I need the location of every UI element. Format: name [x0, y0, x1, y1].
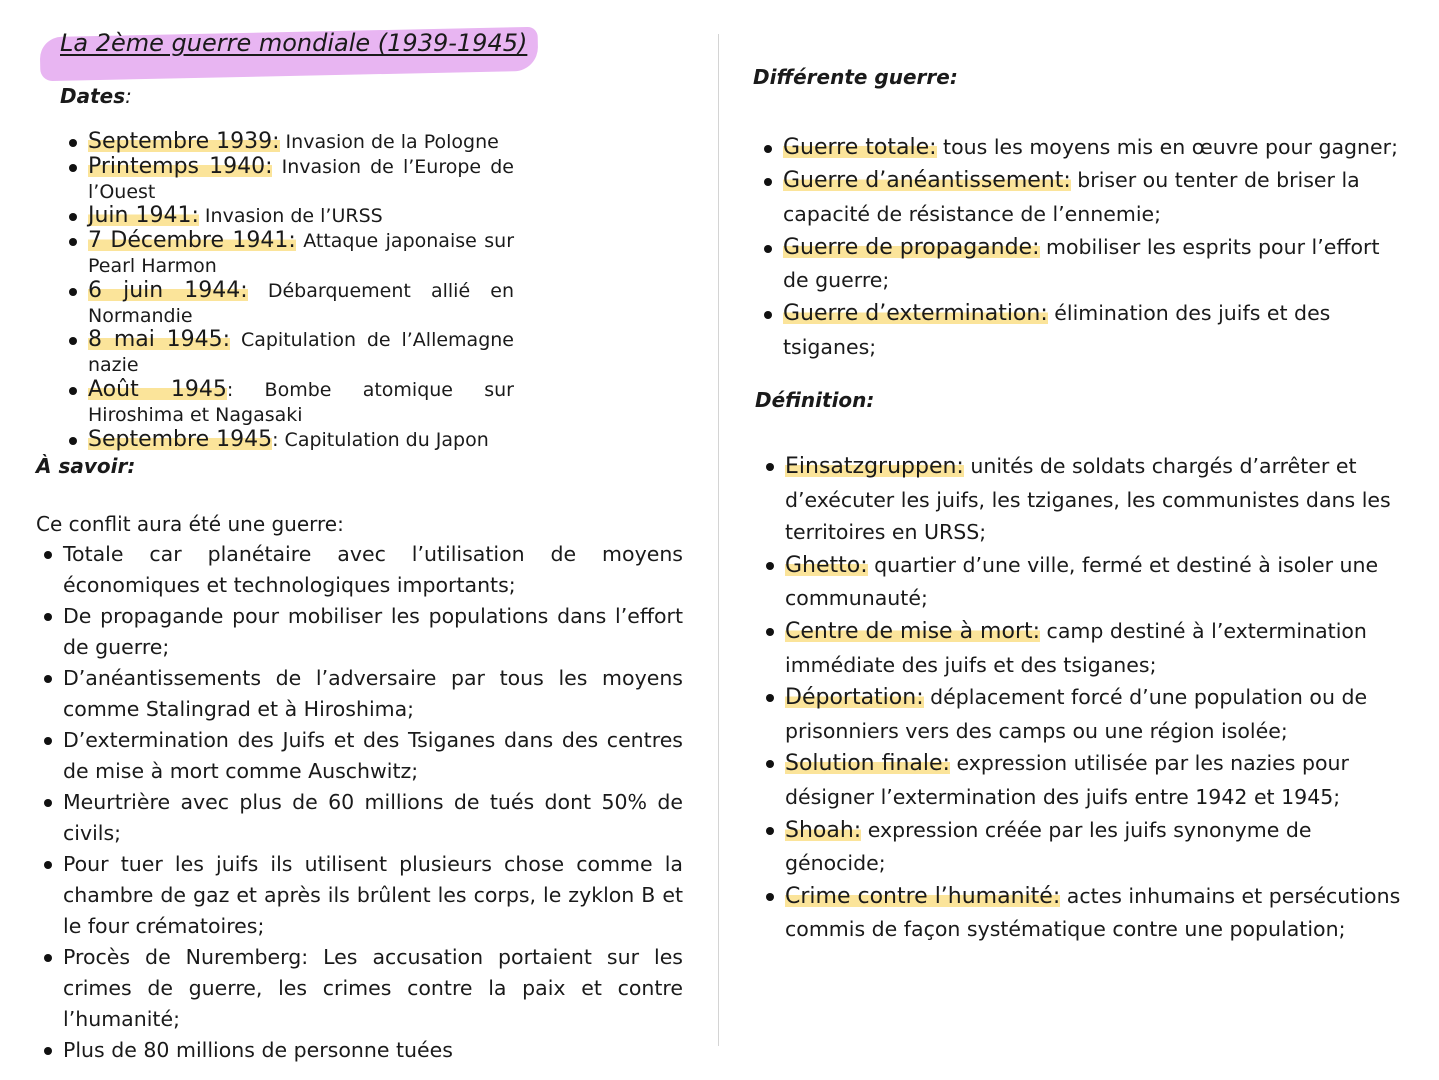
- definition-text: actes inhumains et persécutions commis de façon systématique contre une population;: [785, 883, 1401, 942]
- guerre-text: mobiliser les esprits pour l’effort de guerre;: [783, 234, 1380, 293]
- title-block: [40, 24, 527, 62]
- dates-heading-text: Dates: [60, 84, 126, 108]
- date-term: 8 mai 1945:: [88, 327, 231, 353]
- list-item: [785, 747, 1410, 813]
- definition-term: Centre de mise à mort:: [785, 618, 1041, 644]
- a-savoir-list: [63, 539, 683, 1066]
- definition-heading: Définition:: [755, 388, 875, 412]
- date-text: Invasion de l’Europe de l’Ouest: [88, 155, 514, 203]
- dates-heading-colon: :: [125, 84, 132, 108]
- date-text: Attaque japonaise sur Pearl Harmon: [88, 230, 515, 277]
- list-item: [785, 615, 1410, 681]
- guerre-types-list: [783, 131, 1408, 364]
- date-text: Capitulation de l’Allemagne nazie: [88, 329, 514, 377]
- definition-term: Ghetto:: [785, 552, 868, 578]
- list-item: [88, 204, 514, 229]
- list-item: [88, 378, 514, 428]
- date-term: 6 juin 1944:: [88, 277, 248, 303]
- guerre-text: briser ou tenter de briser la capacité de résistance de l’ennemie;: [783, 168, 1360, 226]
- list-item: [783, 231, 1408, 298]
- list-item: [88, 229, 514, 279]
- date-term: Septembre 1945: [88, 426, 273, 452]
- date-text: Invasion de la Pologne: [279, 131, 499, 153]
- date-text: Invasion de l’URSS: [198, 205, 383, 228]
- dates-heading: [60, 84, 132, 108]
- definition-term: Einsatzgruppen:: [785, 454, 964, 479]
- list-item: [785, 814, 1410, 880]
- list-item: [785, 549, 1410, 615]
- list-item: Pour tuer les juifs ils utilisent plusieurs chose comme la chambre de gaz et après ils brûlent les corps, le zyklon B et le four crématoires;: [63, 849, 683, 942]
- date-term: 7 Décembre 1941:: [88, 228, 296, 254]
- date-text: : Capitulation du Japon: [272, 428, 489, 451]
- definition-text: camp destiné à l’extermination immédiate des juifs et des tsiganes;: [785, 618, 1367, 677]
- a-savoir-intro: Ce conflit aura été une guerre:: [36, 512, 344, 536]
- guerre-term: Guerre d’extermination:: [783, 301, 1048, 327]
- list-item: [88, 328, 514, 378]
- list-item: [88, 279, 514, 329]
- list-item: [783, 164, 1408, 231]
- list-item: Procès de Nuremberg: Les accusation portaient sur les crimes de guerre, les crimes contre la paix et contre l’humanité;: [63, 942, 683, 1035]
- column-divider: [718, 34, 719, 1046]
- list-item: D’anéantissements de l’adversaire par tous les moyens comme Stalingrad et à Hiroshima;: [63, 663, 683, 725]
- definition-text: unités de soldats chargés d’arrêter et d’exécuter les juifs, les tziganes, les communistes dans les territoires en URSS;: [785, 454, 1391, 545]
- list-item: [785, 681, 1410, 747]
- differente-guerre-heading: Différente guerre:: [753, 65, 958, 89]
- guerre-text: élimination des juifs et des tsiganes;: [783, 301, 1331, 359]
- definition-list: [785, 450, 1410, 946]
- definition-text: expression utilisée par les nazies pour désigner l’extermination des juifs entre 1942 et 1945;: [785, 751, 1349, 809]
- date-term: Août 1945: [88, 376, 227, 402]
- date-term: Juin 1941:: [88, 203, 199, 229]
- date-text: : Bombe atomique sur Hiroshima et Nagasaki: [88, 378, 514, 426]
- list-item: De propagande pour mobiliser les populations dans l’effort de guerre;: [63, 601, 683, 663]
- page-title: La 2ème guerre mondiale (1939-1945): [60, 29, 528, 57]
- guerre-text: tous les moyens mis en œuvre pour gagner;: [936, 135, 1398, 159]
- list-item: [785, 450, 1410, 549]
- definition-text: expression créée par les juifs synonyme de génocide;: [785, 817, 1312, 876]
- guerre-term: Guerre d’anéantissement:: [783, 168, 1071, 194]
- guerre-term: Guerre totale:: [783, 135, 937, 160]
- definition-term: Crime contre l’humanité:: [785, 883, 1061, 909]
- list-item: [88, 428, 514, 453]
- list-item: [783, 297, 1408, 364]
- date-term: Septembre 1939:: [88, 129, 280, 154]
- list-item: [783, 131, 1408, 164]
- list-item: Totale car planétaire avec l’utilisation de moyens économiques et technologiques importants;: [63, 539, 683, 601]
- definition-text: quartier d’une ville, fermé et destiné à isoler une communauté;: [785, 552, 1379, 611]
- dates-list: [88, 130, 514, 452]
- date-term: Printemps 1940:: [88, 153, 273, 179]
- guerre-term: Guerre de propagande:: [783, 234, 1040, 260]
- definition-term: Solution finale:: [785, 751, 950, 777]
- list-item: [785, 880, 1410, 946]
- definition-term: Déportation:: [785, 685, 924, 711]
- list-item: Meurtrière avec plus de 60 millions de tués dont 50% de civils;: [63, 787, 683, 849]
- a-savoir-heading: À savoir:: [36, 454, 136, 478]
- list-item: [88, 130, 514, 155]
- list-item: Plus de 80 millions de personne tuées: [63, 1035, 683, 1066]
- definition-text: déplacement forcé d’une population ou de prisonniers vers des camps ou une région isolée;: [785, 685, 1368, 743]
- definition-term: Shoah:: [785, 817, 862, 843]
- date-text: Débarquement allié en Normandie: [88, 279, 514, 327]
- list-item: D’extermination des Juifs et des Tsiganes dans des centres de mise à mort comme Auschwitz;: [63, 725, 683, 787]
- list-item: [88, 155, 514, 205]
